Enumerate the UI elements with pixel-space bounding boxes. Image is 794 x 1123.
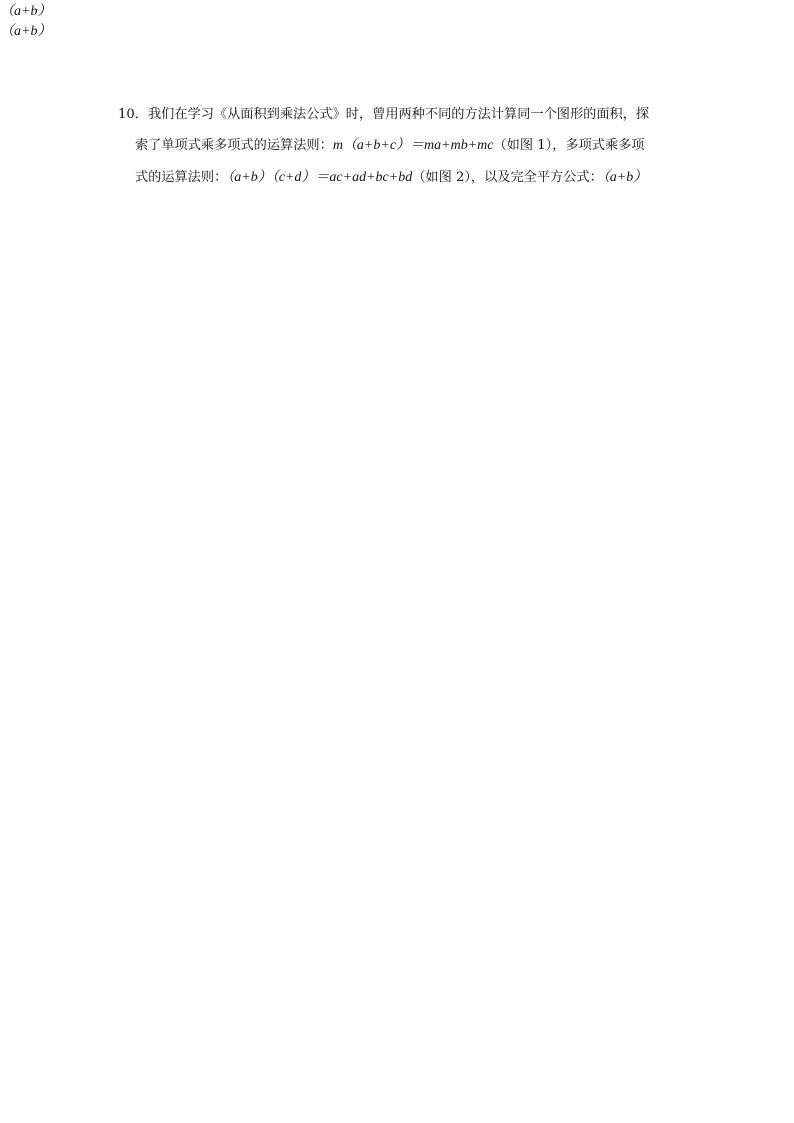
formula-square-start: （a+b） bbox=[602, 170, 648, 185]
formula-monomial: m（a+b+c）＝ma+mb+mc bbox=[332, 138, 494, 153]
formula-polynomial: （a+b）（c+d）＝ac+ad+bc+bd bbox=[227, 170, 413, 185]
intro-text-3a: 式的运算法则： bbox=[135, 170, 228, 185]
problem-number: 10． bbox=[118, 107, 148, 122]
intro-text-2a: 索了单项式乘多项式的运算法则： bbox=[135, 138, 333, 153]
formula-square-start: （a+b） bbox=[0, 4, 52, 19]
intro-line-2 bbox=[135, 134, 645, 154]
problem-text bbox=[0, 0, 794, 185]
intro-line-1 bbox=[118, 103, 649, 122]
intro-text-2b: （如图 1），多项式乘多项 bbox=[493, 138, 645, 153]
intro-line-3 bbox=[135, 166, 647, 186]
intro-text-3b: （如图 2），以及完全平方公式： bbox=[412, 170, 603, 185]
intro-text-1: 我们在学习《从面积到乘法公式》时，曾用两种不同的方法计算同一个图形的面积，探 bbox=[147, 107, 650, 122]
formula-square-start: （a+b） bbox=[0, 24, 52, 39]
